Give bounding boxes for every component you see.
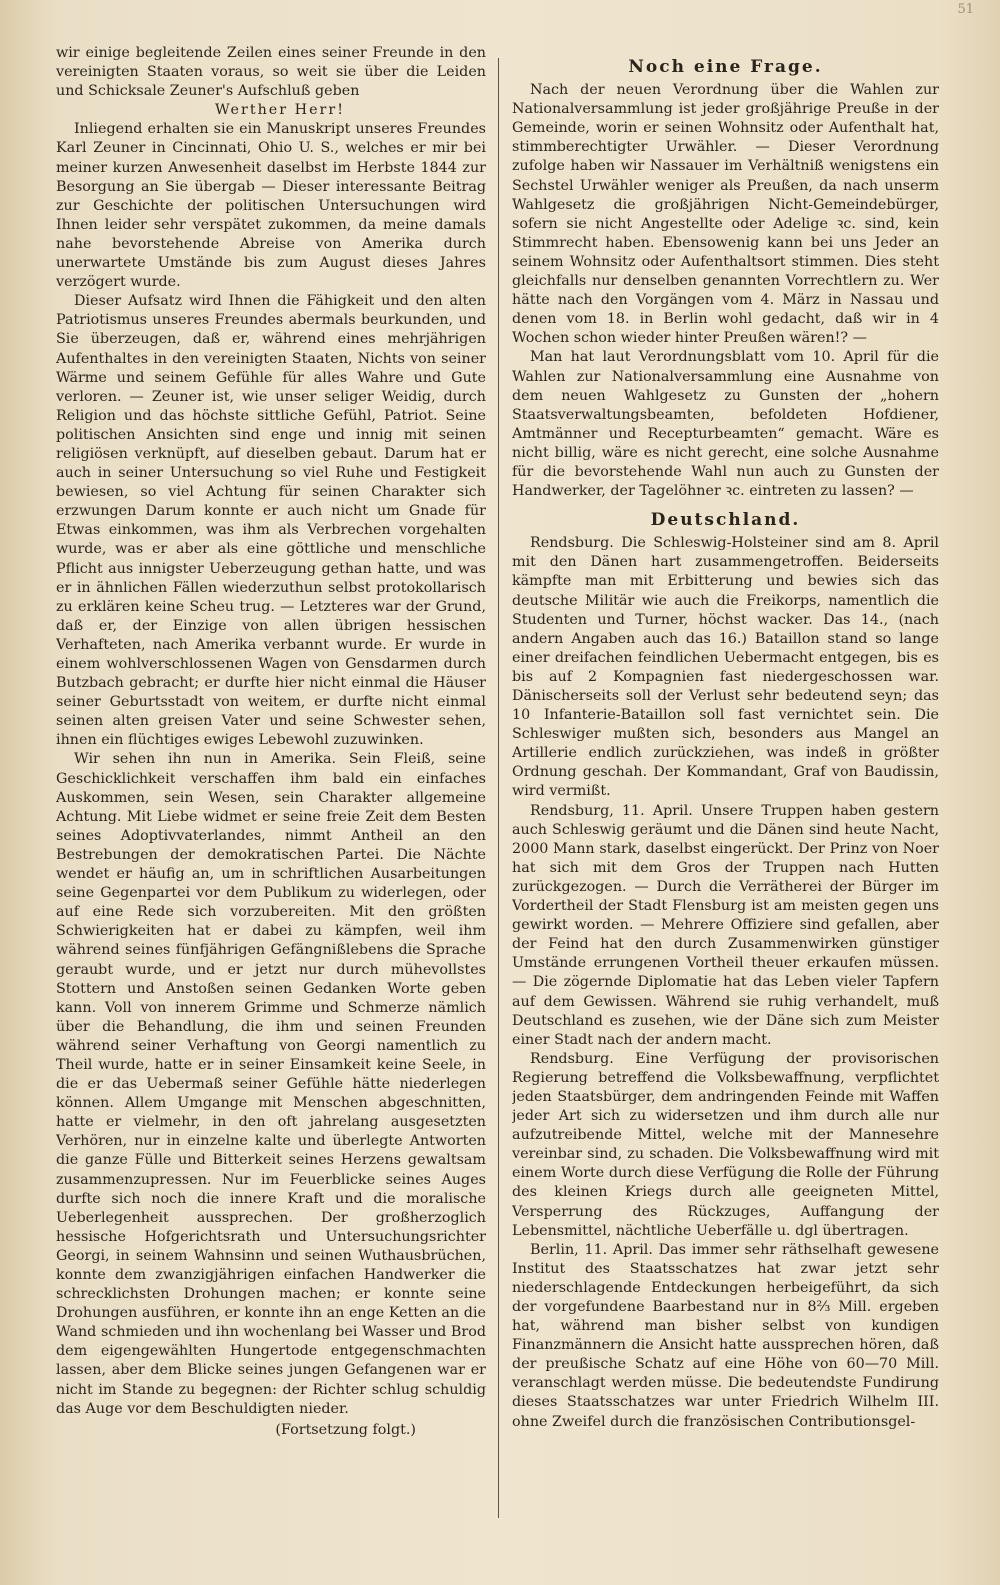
right-column [512,44,939,1555]
article-paragraph: Inliegend erhalten sie ein Manuskript unseres Freundes Karl Zeuner in Cincinnati, Ohio U. S., welches er mir bei meiner kurzen Anwesenheit daselbst im Herbste 1844 zur Besorgung an Sie übergab — Dieser interessante Beitrag zur Geschichte der politischen Untersuchungen wird Ihnen leider sehr verspätet zukommen, da meine damals nahe bevorstehende Abreise von Amerika durch unerwartete Umstände bis zum August dieses Jahres verzögert wurde. [56,121,486,291]
page-number: 51 [957,2,974,17]
news-item: Rendsburg. Die Schleswig-Holsteiner sind am 8. April mit den Dänen hart zusammengetroffen. Beiderseits kämpfte man mit Erbitterung und bewies sich das deutsche Militär wie auch die Freikorps, namentlich die Studenten und Turner, höchst wacker. Das 14., (nach andern Angaben auch das 16.) Bataillon stand so lange einer dreifachen feindlichen Uebermacht entgegen, bis es bis auf 2 Kompagnien fast niedergeschossen war. Dänischerseits soll der Verlust sehr bedeutend seyn; das 10 Infanterie-Bataillon soll fast vernichtet sein. Die Schleswiger mußten sich, besonders aus Mangel an Artillerie endlich zurückziehen, was indeß in größter Ordnung geschah. Der Kommandant, Graf von Baudissin, wird vermißt. [512,535,939,800]
left-column [56,44,486,1555]
article-paragraph: Dieser Aufsatz wird Ihnen die Fähigkeit und den alten Patriotismus unseres Freundes abermals beurkunden, und Sie überzeugen, daß er, während eines mehrjährigen Aufenthaltes in den vereinigten Staaten, Nichts von seiner Wärme und seinem Gefühle für alles Wahre und Gute verloren. — Zeuner ist, wie unser seliger Weidig, durch Religion und das höchste sittliche Gefühl, Patriot. Seine politischen Ansichten sind enge und innig mit seinen religiösen verknüpft, auf dieselben gebaut. Darum hat er auch in seiner Untersuchung so viel Ruhe und Festigkeit bewiesen, so viel Achtung für seinen Charakter sich erzwungen Darum konnte er auch nicht um Gnade für Etwas einkommen, was ihm als Verbrechen vorgehalten wurde, was er aber als eine göttliche und menschliche Pflicht aus innigster Ueberzeugung gethan hatte, und was er in ähnlichen Fällen wiederzuthun selbst protokollarisch zu erklären keine Scheu trug. — Letzteres war der Grund, daß er, der Einzige von allen übrigen hessischen Verhafteten, nach Amerika verbannt wurde. Er wurde in einem wohlverschlossenen Wagen von Gensdarmen durch Butzbach gebracht; er durfte hier nicht einmal die Häuser seiner Geburtsstadt von weitem, er durfte nicht einmal seinen alten greisen Vater und seine Schwester sehen, ihnen ein flüchtiges ewiges Lebewohl zuzuwinken. [56,293,486,749]
column-divider [498,58,499,1518]
article-paragraph: Wir sehen ihn nun in Amerika. Sein Fleiß, seine Geschicklichkeit verschaffen ihm bald ein einfaches Auskommen, sein Wesen, sein Charakter allgemeine Achtung. Mit Liebe widmet er seine freie Zeit dem Besten seines Adoptivvaterlandes, nimmt Antheil an den Bestrebungen der demokratischen Partei. Die Nächte wendet er häufig an, um in schriftlichen Ausarbeitungen seine Gegenpartei vor dem Publikum zu widerlegen, oder auf eine Rede sich vorzubereiten. Mit den größten Schwierigkeiten hat er dabei zu kämpfen, weil ihm während seines fünfjährigen Gefängnißlebens die Sprache geraubt wurde, und er jetzt nur durch mühevollstes Stottern und Anstoßen seinen Gedanken Worte geben kann. Voll von innerem Grimme und Schmerze nämlich über die Behandlung, die ihm und seinen Freunden während seiner Verhaftung von Georgi namentlich zu Theil wurde, hatte er in seiner Einsamkeit keine Seele, in die er das Uebermaß seiner Gefühle hätte niederlegen können. Allem Umgange mit Menschen abgeschnitten, hatte er vielmehr, in den oft jahrelang ausgesetzten Verhören, nur in einzelne kalte und überlegte Antworten die ganze Fülle und Bitterkeit seines Herzens gewaltsam zusammenzupressen. Nur im Feuerblicke seines Auges durfte sich noch die innere Kraft und die moralische Ueberlegenheit aussprechen. Der großherzoglich hessische Hofgerichtsrath und Untersuchungsrichter Georgi, in seinem Wahnsinn und seinen Wuthausbrüchen, konnte dem zwanzigjährigen einfachen Handwerker die schrecklichsten Drohungen machen; er konnte seine Drohungen ausführen, er konnte ihn an enge Ketten an die Wand schmieden und ihn wochenlang bei Wasser und Brod dem eigengewählten Hungertode entgegenschmachten lassen, aber dem Blicke seines jungen Gefangenen war er nicht im Stande zu begegnen: der Richter schlug schuldig das Auge vor dem Beschuldigten nieder. [56,751,486,1417]
salutation: Werther Herr! [215,102,345,119]
section-heading-deutschland: Deutschland. [650,510,801,531]
article-paragraph: wir einige begleitende Zeilen eines seiner Freunde in den vereinigten Staaten voraus, so weit sie über die Leiden und Schicksale Zeuner's Aufschluß geben [56,45,486,100]
news-item: Berlin, 11. April. Das immer sehr räthselhaft gewesene Institut des Staatsschatzes hat zwar jetzt sehr niederschlagende Entdeckungen herbeigeführt, da sich der vorgefundene Baarbestand nur in 8⅔ Mill. ergeben hat, während man bisher selbst von kundigen Finanzmännern die Ansicht hatte aussprechen hören, daß der preußische Schatz auf eine Höhe von 60—70 Mill. veranschlagt werden müsse. Die bedeutendste Fundirung dieses Staatsschatzes war unter Friedrich Wilhelm III. ohne Zweifel durch die französischen Contributionsgel- [512,1241,939,1430]
continuation-note: (Fortsetzung folgt.) [275,1421,416,1438]
article-paragraph: Nach der neuen Verordnung über die Wahlen zur Nationalversammlung ist jeder großjährige Preuße in der Gemeinde, worin er seinen Wohnsitz oder Aufenthalt hat, stimmberechtigter Urwähler. — Dieser Verordnung zufolge haben wir Nassauer im Verhältniß wenigstens ein Sechstel Urwähler weniger als Preußen, da nach unserm Wahlgesetz die großjährigen Nicht-Gemeindebürger, sofern sie nicht Angestellte oder Adelige ꝛc. sind, kein Stimmrecht haben. Ebensowenig kann bei uns Jeder an seinem Wohnsitz oder Aufenthaltsort stimmen. Dies steht gleichfalls nur denselben genannten Vorrechtlern zu. Wer hätte nach den Vorgängen vom 4. März in Nassau und denen vom 18. in Berlin wohl gedacht, daß wir in 4 Wochen schon wieder hinter Preußen wären!? — [512,82,939,347]
article-paragraph: Man hat laut Verordnungsblatt vom 10. April für die Wahlen zur Nationalversammlung eine Ausnahme von dem neuen Wahlgesetz zu Gunsten der „hohern Staatsverwaltungsbeamten, befoldeten Hofdiener, Amtmänner und Recepturbeamten“ gemacht. Wäre es nicht billig, wäre es nicht gerecht, eine solche Ausnahme für die bevorstehende Wahl nun auch zu Gunsten der Handwerker, der Tagelöhner ꝛc. eintreten zu lassen? — [512,349,939,500]
news-item: Rendsburg. Eine Verfügung der provisorischen Regierung betreffend die Volksbewaffnung, verpflichtet jeden Staatsbürger, dem andringenden Feinde mit Waffen jeder Art sich zu widersetzen und ihm durch alle nur aufzutreibende Mittel, welche mit der Mannesehre vereinbar sind, zu schaden. Die Volksbewaffnung wird mit einem Worte durch diese Verfügung die Rolle der Führung des kleinen Kriegs durch alle geeigneten Mittel, Versperrung des Rückzuges, Auffangung der Lebensmittel, nächtliche Ueberfälle u. dgl übertragen. [512,1050,939,1239]
section-heading-frage: Noch eine Frage. [628,57,823,77]
news-item: Rendsburg, 11. April. Unsere Truppen haben gestern auch Schleswig geräumt und die Dänen sind heute Nacht, 2000 Mann stark, daselbst eingerückt. Der Prinz von Noer hat sich mit dem Gros der Truppen nach Hutten zurückgezogen. — Durch die Verrätherei der Bürger im Vordertheil der Stadt Flensburg ist am meisten gegen uns gewirkt worden. — Mehrere Offiziere sind gefallen, aber der Feind hat den durch Zusammenwirken günstiger Umstände errungenen Vortheil theuer erkaufen müssen. — Die zögernde Diplomatie hat das Leben vieler Tapfern auf dem Gewissen. Während sie ruhig verhandelt, muß Deutschland es zusehen, wie der Däne sich zum Meister einer Stadt nach der andern macht. [512,802,939,1048]
